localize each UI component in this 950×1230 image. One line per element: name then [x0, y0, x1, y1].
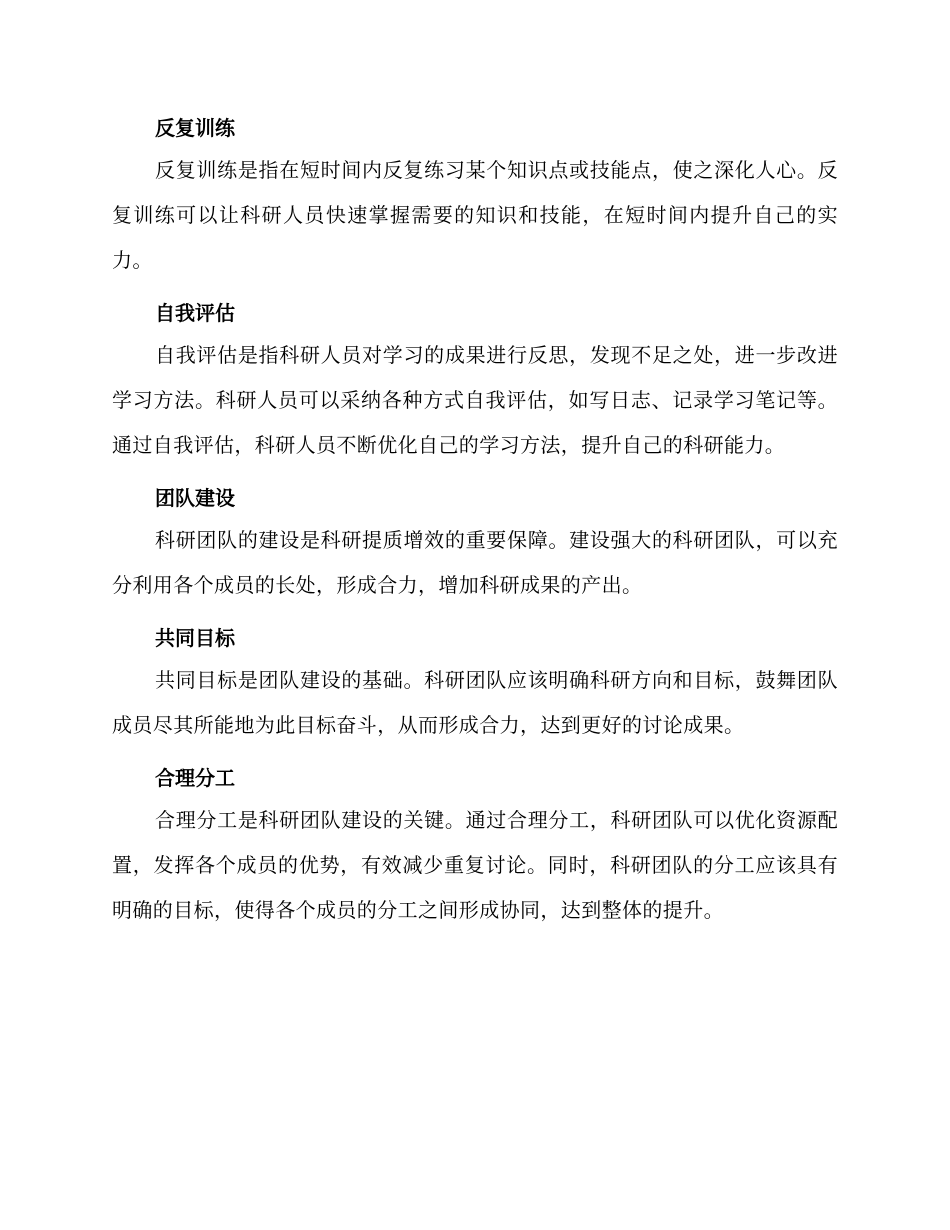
section-self-assessment — [112, 295, 838, 468]
section-paragraph: 科研团队的建设是科研提质增效的重要保障。建设强大的科研团队，可以充分利用各个成员的长处，形成合力，增加科研成果的产出。 — [112, 528, 838, 597]
section-heading: 共同目标 — [155, 626, 235, 650]
section-team-building — [112, 480, 838, 608]
section-division-of-labor — [112, 760, 838, 933]
section-heading: 团队建设 — [155, 486, 235, 510]
section-paragraph: 反复训练是指在短时间内反复练习某个知识点或技能点，使之深化人心。反复训练可以让科研人员快速掌握需要的知识和技能，在短时间内提升自己的实力。 — [112, 158, 838, 272]
section-paragraph: 合理分工是科研团队建设的关键。通过合理分工，科研团队可以优化资源配置，发挥各个成员的优势，有效减少重复讨论。同时，科研团队的分工应该具有明确的目标，使得各个成员的分工之间形成协同，达到整体的提升。 — [112, 808, 838, 922]
section-common-goal — [112, 620, 838, 748]
section-heading: 反复训练 — [155, 116, 235, 140]
section-paragraph: 共同目标是团队建设的基础。科研团队应该明确科研方向和目标，鼓舞团队成员尽其所能地为此目标奋斗，从而形成合力，达到更好的讨论成果。 — [112, 668, 838, 737]
section-heading: 自我评估 — [155, 301, 235, 325]
section-heading: 合理分工 — [155, 766, 235, 790]
section-paragraph: 自我评估是指科研人员对学习的成果进行反思，发现不足之处，进一步改进学习方法。科研人员可以采纳各种方式自我评估，如写日志、记录学习笔记等。通过自我评估，科研人员不断优化自己的学习方法，提升自己的科研能力。 — [112, 343, 838, 457]
section-repeated-training — [112, 110, 838, 283]
